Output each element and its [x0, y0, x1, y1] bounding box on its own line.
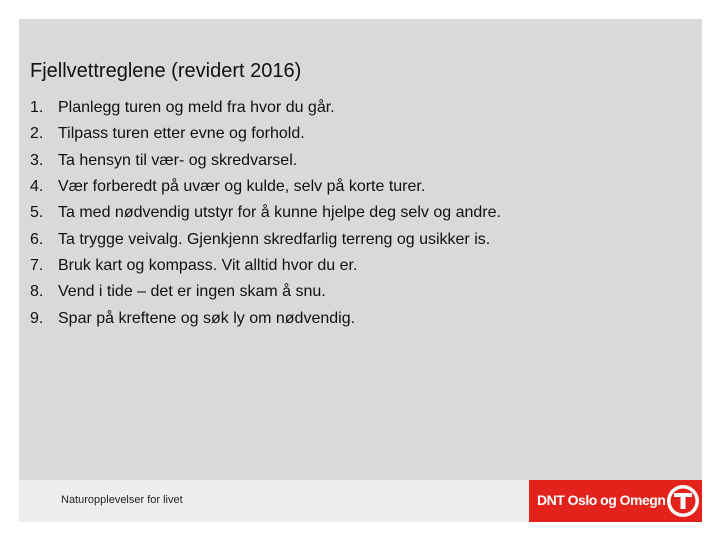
footer-bar — [19, 480, 702, 522]
rule-text: Vend i tide – det er ingen skam å snu. — [58, 283, 326, 301]
rule-text: Bruk kart og kompass. Vit alltid hvor du er. — [58, 256, 358, 274]
rule-text: Ta hensyn til vær- og skredvarsel. — [58, 151, 298, 169]
slide-title: Fjellvettreglene (revidert 2016) — [30, 60, 302, 82]
list-item — [30, 95, 501, 121]
list-item — [30, 121, 501, 147]
rule-number: 6. — [30, 230, 44, 248]
list-item — [30, 279, 501, 305]
rule-text: Planlegg turen og meld fra hvor du går. — [58, 99, 335, 117]
rule-text: Ta med nødvendig utstyr for å kunne hjelpe deg selv og andre. — [58, 204, 501, 222]
dnt-t-emblem-icon — [665, 483, 701, 519]
list-item — [30, 200, 501, 226]
footer-tagline: Naturopplevelser for livet — [61, 494, 183, 506]
rule-number: 2. — [30, 125, 44, 143]
list-item — [30, 148, 501, 174]
logo-text: DNT Oslo og Omegn — [537, 492, 666, 508]
list-item — [30, 226, 501, 252]
rule-number: 5. — [30, 204, 44, 222]
rule-text: Tilpass turen etter evne og forhold. — [58, 125, 305, 143]
rule-number: 8. — [30, 283, 44, 301]
dnt-logo — [529, 480, 702, 522]
rule-text: Vær forberedt på uvær og kulde, selv på korte turer. — [58, 178, 426, 196]
list-item — [30, 253, 501, 279]
rule-number: 3. — [30, 151, 44, 169]
rule-text: Ta trygge veivalg. Gjenkjenn skredfarlig terreng og usikker is. — [58, 230, 491, 248]
rule-text: Spar på kreftene og søk ly om nødvendig. — [58, 309, 356, 327]
list-item — [30, 174, 501, 200]
rules-list — [30, 95, 501, 332]
rule-number: 9. — [30, 309, 44, 327]
rule-number: 1. — [30, 99, 44, 117]
rule-number: 7. — [30, 256, 44, 274]
list-item — [30, 305, 501, 331]
rule-number: 4. — [30, 178, 44, 196]
